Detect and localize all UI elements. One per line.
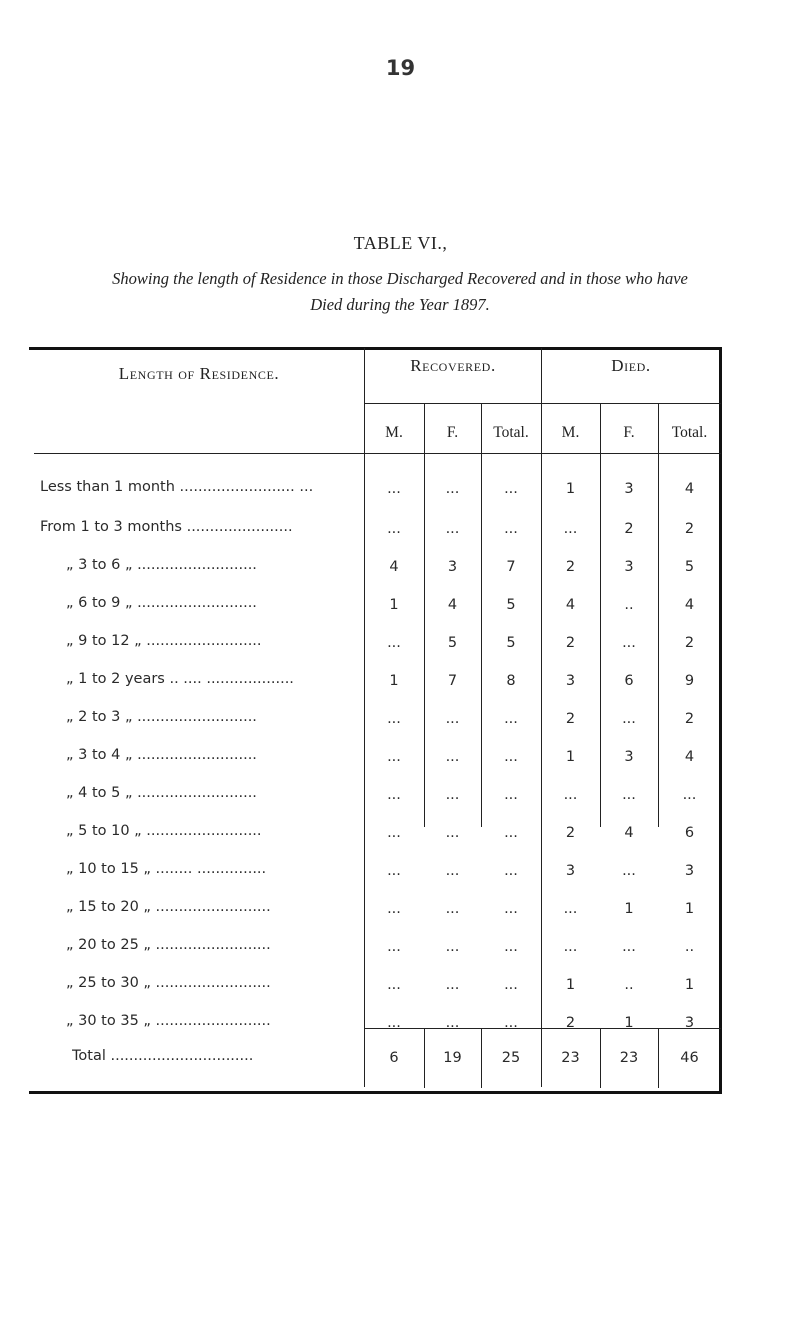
table-cell: 3 [565,863,576,879]
table-cell: 5 [506,635,516,651]
table-cell: 3 [565,673,576,689]
table-cell: 4 [389,559,399,575]
total-cell: 6 [389,1050,399,1066]
total-cell: 23 [619,1050,639,1066]
table-cell: 3 [684,1015,695,1031]
group-header-rule [541,403,721,404]
row-label: From 1 to 3 months ....................... [40,519,293,535]
table-cell: 7 [506,559,516,575]
row-label: „ 9 to 12 „ ......................... [66,633,262,649]
table-cell: ... [445,863,460,879]
row-label: „ 5 to 10 „ ......................... [66,823,262,839]
table-cell: ... [563,787,578,803]
group-header-rule [364,403,542,404]
total-cell: 46 [680,1050,699,1066]
table-cell: ... [622,635,636,651]
table-cell: .. [624,597,634,613]
table-cell: 9 [684,673,695,689]
table-cell: 2 [624,521,634,537]
row-label: „ 2 to 3 „ .......................... [66,709,257,725]
table-cell: ... [387,977,401,993]
table-cell: 1 [684,977,695,993]
table-cell: .. [684,939,695,955]
table-cell: ... [387,825,401,841]
table-cell: 2 [565,635,576,651]
table-cell: ... [445,1015,460,1031]
total-cell: 23 [561,1050,580,1066]
table-cell: 1 [565,977,576,993]
table-cell: ... [504,977,518,993]
row-label: „ 1 to 2 years .. .... ................... [66,671,294,687]
table-cell: ... [387,1015,401,1031]
row-label: „ 10 to 15 „ ........ ............... [66,861,267,877]
subheader-died-m: M. [561,424,580,441]
table-cell: 1 [389,597,399,613]
table-cell: ... [504,939,518,955]
table-cell: 6 [624,673,634,689]
table-cell: 1 [684,901,695,917]
table-cell: 2 [565,559,576,575]
table-cell: 1 [565,749,576,765]
table-cell: ... [504,481,518,497]
row-label: „ 25 to 30 „ ......................... [66,975,271,991]
table-caption [40,266,760,318]
table-cell: 2 [684,711,695,727]
row-label: „ 4 to 5 „ .......................... [66,785,257,801]
table-cell: ... [387,711,401,727]
header-bottom-rule [34,453,721,454]
subheader-recovered-f: F. [446,424,459,441]
table-cell: ... [622,787,636,803]
table-cell: ... [445,939,460,955]
table-cell: 3 [624,559,634,575]
table-cell: .. [624,977,634,993]
table-cell: ... [622,863,636,879]
table-cell: 2 [684,635,695,651]
table-cell: 2 [565,825,576,841]
table-cell: 6 [684,825,695,841]
row-label: „ 3 to 6 „ .......................... [66,557,257,573]
table-cell: ... [445,481,460,497]
table-cell: 3 [447,559,458,575]
table-cell: 3 [684,863,695,879]
table-cell: 4 [624,825,634,841]
table-cell: 4 [684,481,695,497]
table-cell: ... [387,635,401,651]
table-cell: 3 [624,481,634,497]
table-cell: ... [445,787,460,803]
subheader-died-total: Total. [671,424,708,441]
table-cell: 4 [565,597,576,613]
table-cell: 2 [565,1015,576,1031]
table-cell: ... [445,901,460,917]
table-cell: ... [504,901,518,917]
table-cell: ... [563,521,578,537]
header-died: Died. [611,356,651,375]
table-cell: 5 [684,559,695,575]
table-cell: 5 [506,597,516,613]
table-cell: 1 [389,673,399,689]
table-cell: ... [682,787,697,803]
row-label: Less than 1 month ......................... ... [40,479,314,495]
table-cell: 1 [624,1015,634,1031]
table-cell: ... [504,787,518,803]
table-cell: ... [504,863,518,879]
table-cell: ... [387,749,401,765]
row-label: „ 15 to 20 „ ......................... [66,899,271,915]
table-cell: ... [387,863,401,879]
table-cell: ... [622,939,636,955]
row-label: „ 30 to 35 „ ......................... [66,1013,271,1029]
table-cell: ... [445,749,460,765]
subheader-recovered-total: Total. [493,424,529,441]
table-cell: ... [387,787,401,803]
header-length-of-residence: Length of Residence. [118,364,280,383]
table-title: TABLE VI., [353,233,448,253]
table-cell: ... [445,977,460,993]
table-cell: ... [445,825,460,841]
table-cell: 3 [624,749,634,765]
row-label: „ 6 to 9 „ .......................... [66,595,257,611]
table-cell: ... [563,901,578,917]
table-cell: 2 [684,521,695,537]
table-cell: ... [504,749,518,765]
subheader-died-f: F. [623,424,635,441]
caption-line-1: Showing the length of Residence in those Discharged Recovered and in those who have [112,269,688,288]
total-cell: 19 [443,1050,462,1066]
table-cell: 8 [506,673,516,689]
table-cell: ... [387,481,401,497]
caption-line-2: Died during the Year 1897. [310,295,490,314]
table-cell: 4 [684,749,695,765]
table-cell: 5 [447,635,458,651]
total-cell: 25 [501,1050,521,1066]
table-cell: 2 [565,711,576,727]
header-recovered: Recovered. [410,356,496,375]
total-label: Total ............................... [72,1048,254,1064]
row-label: „ 3 to 4 „ .......................... [66,747,257,763]
table-cell: 4 [684,597,695,613]
table-cell: ... [504,711,518,727]
table-cell: ... [504,1015,518,1031]
table-cell: ... [387,901,401,917]
row-label: „ 20 to 25 „ ......................... [66,937,271,953]
table-cell: ... [622,711,636,727]
table-cell: 7 [447,673,458,689]
page-number: 19 [385,56,416,80]
table-cell: 1 [624,901,634,917]
table-cell: ... [387,521,401,537]
table-cell: ... [504,521,518,537]
table-cell: ... [387,939,401,955]
table-cell: ... [563,939,578,955]
table-cell: ... [445,521,460,537]
subheader-recovered-m: M. [385,424,403,441]
table-cell: ... [445,711,460,727]
table-cell: 4 [447,597,458,613]
table-cell: 1 [565,481,576,497]
table-cell: ... [504,825,518,841]
